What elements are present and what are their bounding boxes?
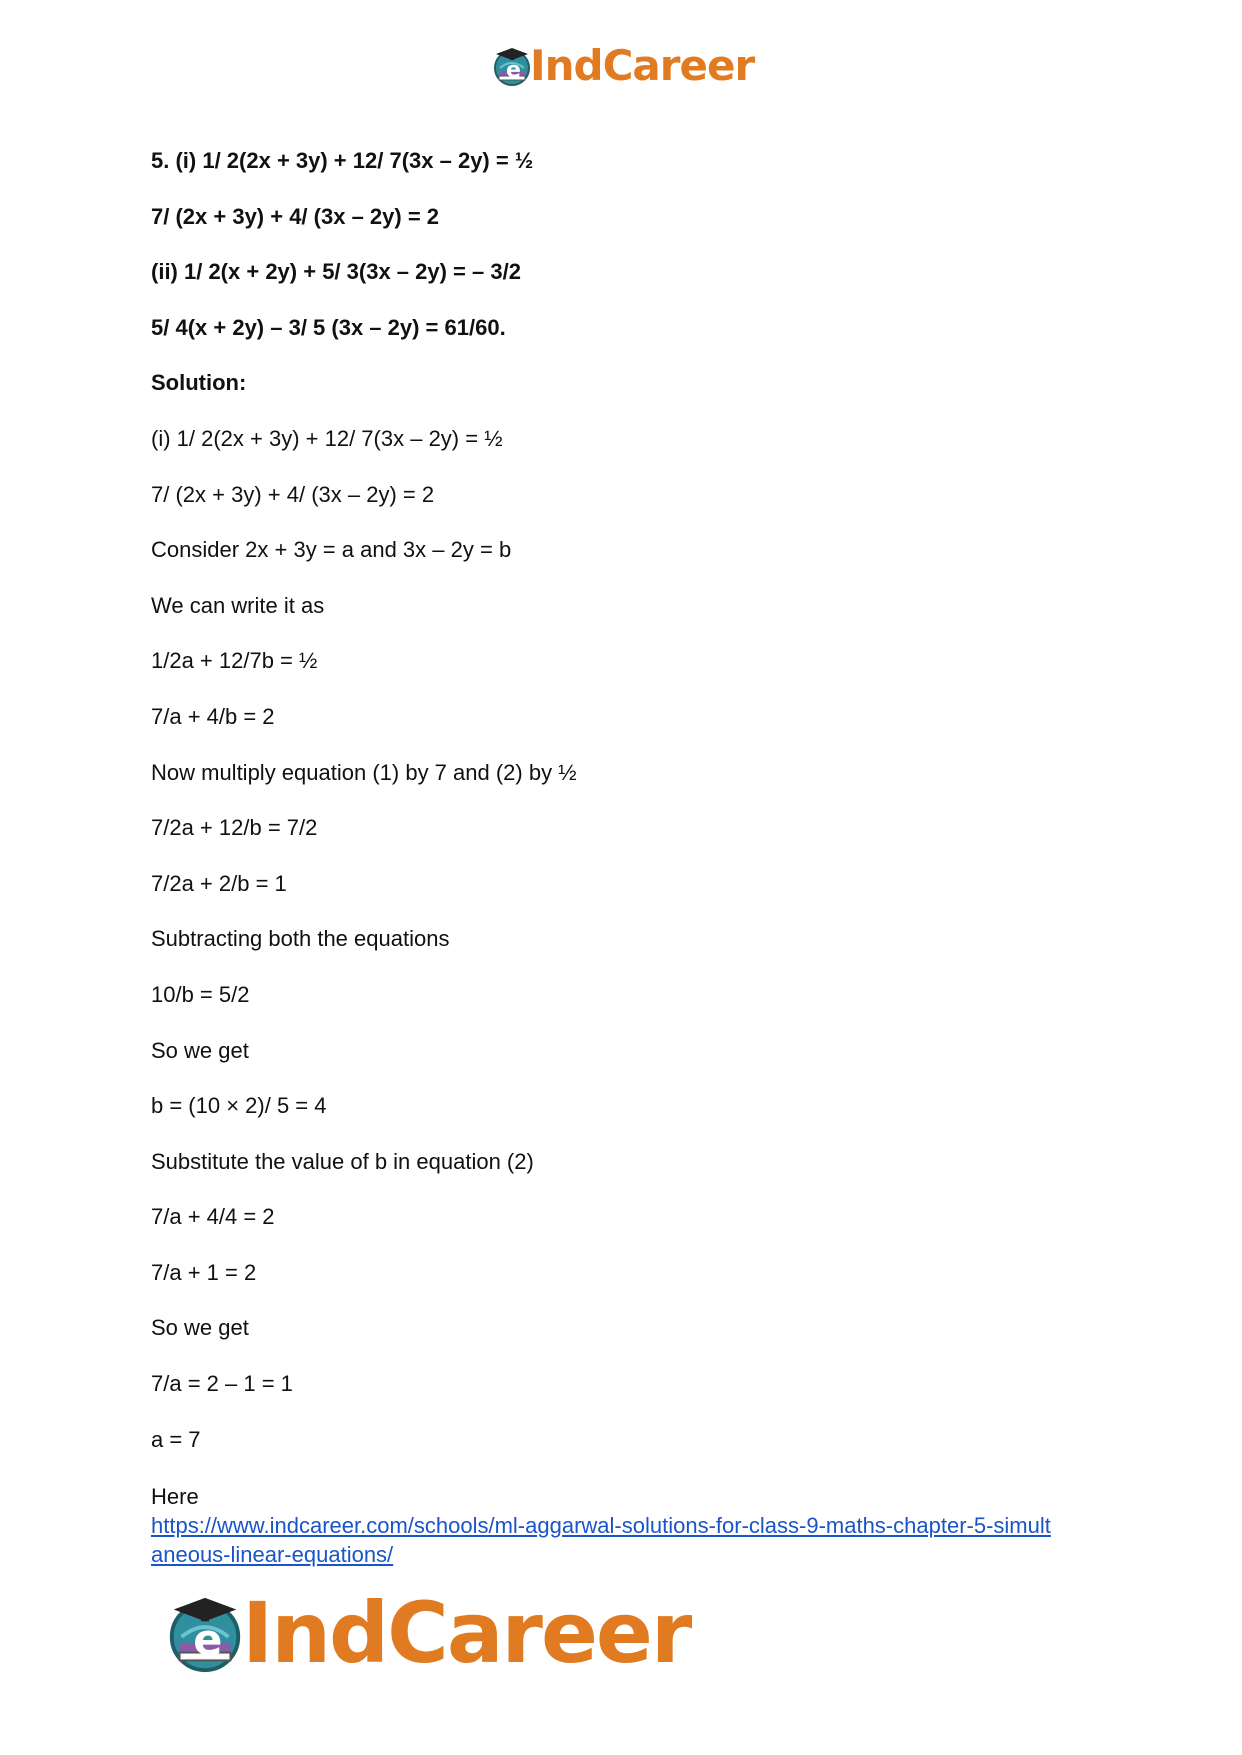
link-prefix: Here bbox=[151, 1484, 199, 1510]
solution-line: 7/ (2x + 3y) + 4/ (3x – 2y) = 2 bbox=[151, 481, 435, 507]
solution-line: 7/a = 2 – 1 = 1 bbox=[151, 1371, 293, 1397]
solution-line: 7/a + 1 = 2 bbox=[151, 1259, 257, 1285]
question-line: 5. (i) 1/ 2(2x + 3y) + 12/ 7(3x – 2y) = ½ bbox=[151, 148, 534, 173]
solution-line: 7/a + 4/4 = 2 bbox=[151, 1204, 275, 1230]
solution-line: (i) 1/ 2(2x + 3y) + 12/ 7(3x – 2y) = ½ bbox=[151, 425, 503, 451]
solution-line: 7/2a + 12/b = 7/2 bbox=[151, 815, 318, 841]
solution-line: So we get bbox=[151, 1037, 249, 1063]
solution-line: Subtracting both the equations bbox=[151, 926, 450, 952]
solution-line: b = (10 × 2)/ 5 = 4 bbox=[151, 1093, 327, 1119]
document-body bbox=[151, 148, 1111, 1569]
source-link-block bbox=[151, 1482, 1111, 1569]
source-link-line1: https://www.indcareer.com/schools/ml-aggarwal-solutions-for-class-9-maths-chapter-5-simult bbox=[151, 1513, 1051, 1539]
source-link-line2: aneous-linear-equations/ bbox=[151, 1542, 394, 1568]
header-logo bbox=[490, 42, 754, 90]
question-line: 7/ (2x + 3y) + 4/ (3x – 2y) = 2 bbox=[151, 203, 440, 229]
question-line: (ii) 1/ 2(x + 2y) + 5/ 3(3x – 2y) = – 3/2 bbox=[151, 259, 521, 285]
solution-line: 7/2a + 2/b = 1 bbox=[151, 870, 287, 896]
solution-line: a = 7 bbox=[151, 1426, 201, 1452]
solution-line: Consider 2x + 3y = a and 3x – 2y = b bbox=[151, 537, 512, 563]
solution-line: We can write it as bbox=[151, 592, 325, 618]
solution-line: Substitute the value of b in equation (2) bbox=[151, 1148, 534, 1174]
source-link[interactable] bbox=[151, 1513, 1051, 1567]
solution-line: 7/a + 4/b = 2 bbox=[151, 703, 275, 729]
brand-name: IndCareer bbox=[530, 41, 755, 90]
solution-line: 1/2a + 12/7b = ½ bbox=[151, 648, 318, 674]
svg-text:e: e bbox=[193, 1615, 223, 1666]
globe-graduate-icon bbox=[162, 1590, 248, 1676]
brand-name: IndCareer bbox=[242, 1584, 691, 1682]
solution-line: 10/b = 5/2 bbox=[151, 981, 250, 1007]
solution-line: So we get bbox=[151, 1315, 249, 1341]
globe-graduate-icon bbox=[490, 44, 534, 88]
question-line: 5/ 4(x + 2y) – 3/ 5 (3x – 2y) = 61/60. bbox=[151, 314, 506, 340]
solution-line: Now multiply equation (1) by 7 and (2) by ½ bbox=[151, 759, 577, 785]
footer-logo bbox=[162, 1584, 691, 1682]
solution-heading: Solution: bbox=[151, 370, 247, 396]
svg-text:e: e bbox=[506, 58, 521, 83]
